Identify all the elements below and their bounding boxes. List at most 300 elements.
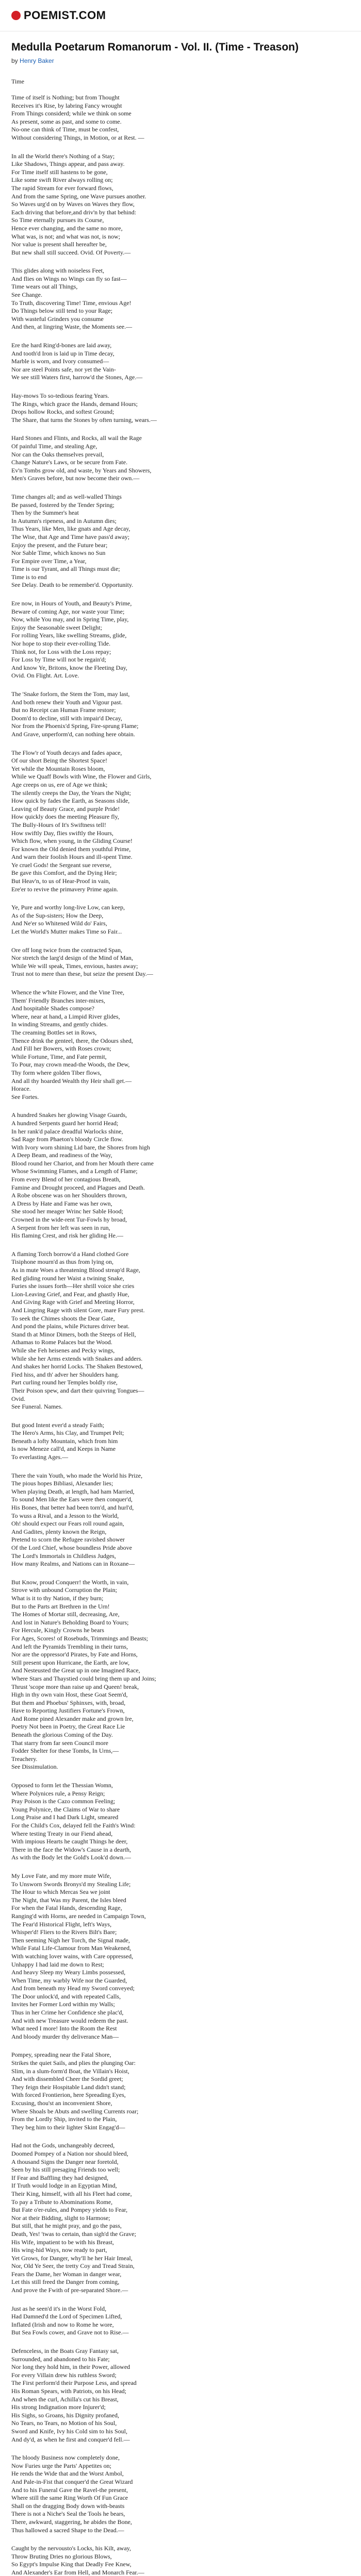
poem-line: And pond the plains, while Pictures driver beat. xyxy=(11,1323,129,1330)
poem-line: Marble is worn, and Ivory consumed— xyxy=(11,358,109,365)
poem-line: In Autumn's ripeness, and in Autumn dies; xyxy=(11,517,117,524)
poem-line: For every Villain drew his ruthless Sword; xyxy=(11,2371,117,2379)
logo-text: POEMIST.COM xyxy=(24,9,106,22)
poem-line: What is it to thy Nation, if they burn; xyxy=(11,1594,104,1602)
poem-line: See Dissimulation. xyxy=(11,1763,58,1771)
poem-line: A thousand Signs the Danger near foretold, xyxy=(11,2158,119,2165)
poem-line: Whisper'd! Fliers to the Rivers Bilt's Bare; xyxy=(11,1928,117,1936)
poem-line: And Alexander's Ear from Hell, and Monarch Fear.— xyxy=(11,2568,144,2576)
poem-line: The Fear'd Historical Flight, left's Ways, xyxy=(11,1920,112,1928)
poem-line: Nor Sable Time, which knows no Sun xyxy=(11,549,106,557)
poem-line: Of the Lord Chief, whose boundless Pride above xyxy=(11,1544,132,1551)
poem-line: Caught by the nervousto's Locks, his Kilt, away, xyxy=(11,2545,132,2552)
poem-line: With Ivory worn shining Lid bare, the Shores from high xyxy=(11,1143,150,1151)
poem-line: Nor are steel Points safe, nor yet the Vain- xyxy=(11,365,116,373)
poem-line: Be gave this Comfort, and the Dying Heir; xyxy=(11,869,117,877)
poem-line: The Door unlock'd, and with repeated Calls, xyxy=(11,1992,121,2000)
poem-line: The bloody Business now completely done, xyxy=(11,2454,120,2462)
poem-line: Nor, Old Ye Seer, the tretty Coy and Tread Strain, xyxy=(11,2262,135,2270)
poem-stanza xyxy=(11,342,349,382)
poem-line: And Nesteusted the Great up in one Imagined Race, xyxy=(11,1667,140,1674)
poem-line: Whence the w'hite Flower, and the Vine Tree, xyxy=(11,989,125,996)
author-link[interactable]: Henry Baker xyxy=(20,57,54,64)
poem-line: Excusing, thou'st an inconvenient Shore, xyxy=(11,2099,112,2107)
poem-line: Treachery. xyxy=(11,1755,38,1762)
poem-line: For Empire over Time, a Year, xyxy=(11,557,87,565)
poem-line: Without considering Things, in Motion, or at Rest. — xyxy=(11,133,144,141)
poem-line: What need I more! Into the Room the Rest xyxy=(11,2025,117,2032)
poem-line: In winding Streams, and gently chides. xyxy=(11,1021,108,1028)
poem-line: To Truth, discovering Time! Time, envious Age! xyxy=(11,299,132,307)
poem-stanza xyxy=(11,989,349,1101)
poem-line: But good Intent ever'd a steady Faith; xyxy=(11,1421,105,1429)
poem-line: Inflated (Irish and now to Rome he wore, xyxy=(11,2320,114,2328)
poem-line: And Rome pined Alexander make and grown Ire, xyxy=(11,1715,134,1722)
poem-line: Pretend to scorn the Refugee ravished shower xyxy=(11,1536,125,1544)
poem-line: Whose Swimming Flames, and a Length of Flame; xyxy=(11,1167,138,1175)
poem-line: His Roman Spears, with Patriots, on his Head; xyxy=(11,2387,126,2395)
poem-line: For rolling Years, like swelling Streams, glide, xyxy=(11,632,127,639)
poem-stanza xyxy=(11,152,349,257)
poem-line: When playing Death, at length, had ham Married, xyxy=(11,1487,135,1495)
poem-stanza xyxy=(11,749,349,894)
poem-line: But no Receipt can Human Frame restore; xyxy=(11,706,116,714)
poem-line: They beg him to their lighter Skint Engag'd— xyxy=(11,2123,125,2131)
poem-line: Think not, for Loss with the Loss repay; xyxy=(11,648,111,655)
poem-stanza xyxy=(11,267,349,331)
poem-line: The Hour to which Mercas Sea we joint xyxy=(11,1888,110,1896)
poem-line: Enjoy the Seasonable sweet Delight; xyxy=(11,623,102,631)
poem-line: Where Stars and Thaystied could bring them up and Joins; xyxy=(11,1674,156,1682)
poem-line: Ovid. On Flight. Art. Love. xyxy=(11,672,79,680)
poem-line: Beneath a lofty Mountain, which from him xyxy=(11,1437,118,1445)
poem-line: Fears the Dame, her Woman in danger wear, xyxy=(11,2270,122,2278)
poem-line: The First perform'd their Purpose Less, and spread xyxy=(11,2379,137,2387)
poem-line: And both renew their Youth and Vigour past. xyxy=(11,698,123,706)
poem-line: Each driving that before,and driv'n by that behind: xyxy=(11,208,137,216)
poem-line: See Funeral. Names. xyxy=(11,1403,63,1411)
poem-line: But Sea Fowls cower, and Grave not to Rise.— xyxy=(11,2329,129,2336)
poem-line: Lion-Leaving Grief, and Fear, and ghastly Hue, xyxy=(11,1290,129,1298)
poem-line: As with the Body let the Gold's Look'd down.— xyxy=(11,1854,131,1861)
poem-line: What was, is not; and what was not, is now; xyxy=(11,232,120,240)
poem-line: With impious Hearts he caught Things he deer, xyxy=(11,1838,128,1845)
poem-line: Thy form where golden Tiber flows, xyxy=(11,1069,102,1076)
poem-line: Where Shoals be Abuts and swelling Currents roar; xyxy=(11,2107,139,2115)
poem-line: Nor are the oppressor'd Pirates, by Fate and Horns, xyxy=(11,1651,138,1658)
poem-line: Their Poison spew, and dart their quivring Tongues— xyxy=(11,1386,144,1394)
poem-line: As in mute Woes a threatening Blood streap'd Rage, xyxy=(11,1266,140,1274)
poem-stanza xyxy=(11,1872,349,2041)
poem-line: And to his Funeral Gave the Ravel-the present, xyxy=(11,2486,128,2494)
poem-line: And all thy hoarded Wealth thy Heir shall get.— xyxy=(11,1077,132,1084)
poem-line: Time is to end xyxy=(11,573,47,581)
poem-line: Trust not to mere than these, but seize the present Day.— xyxy=(11,970,153,978)
poem-line: As of the Sup-sisters; How the Deep, xyxy=(11,911,104,919)
poem-line: Pray Poison is the Cazo common Feeling; xyxy=(11,1798,116,1805)
poem-line: Their King, himself, with all his Fleet had come, xyxy=(11,2190,132,2197)
poem-line: Ere now, in Hours of Youth, and Beauty's Prime, xyxy=(11,600,132,607)
poem-line: Doomed Pompey of a Nation nor should bleed, xyxy=(11,2149,128,2157)
poem-line: My Love Fate, and my more mute Wife, xyxy=(11,1872,111,1879)
poem-line: Crowned in the wide-rent Tur-Fowls hy broad, xyxy=(11,1216,127,1224)
poem-line: Them' Friendly Branches inter-mixes, xyxy=(11,996,105,1004)
poem-line: Let this still freed the Danger from coming, xyxy=(11,2278,120,2286)
poem-line: See Fortes. xyxy=(11,1093,39,1100)
poem-line: High in thy own vain Host, these Goat Seem'd, xyxy=(11,1691,128,1699)
poem-line: A hundred Serpents guard her horrid Head; xyxy=(11,1119,119,1127)
poem-stanza xyxy=(11,2051,349,2131)
poem-section-label: Time xyxy=(11,78,24,85)
poem-line: To everlasting Ages.— xyxy=(11,1453,69,1461)
poem-line: While We will speak, Times, envious, hastes away; xyxy=(11,962,138,970)
poem-line: For Ages, Scores! of Rosebuds, Trimmings and Beasts; xyxy=(11,1634,149,1642)
poem-line: Ranging'd with Horns, are needed in Campaign Town, xyxy=(11,1912,146,1920)
poem-line: Of our short Being the Shortest Space! xyxy=(11,757,107,765)
poem-line: A flaming Torch borrow'd a Hand clothed Gore xyxy=(11,1250,129,1258)
poem-line: There is not a Niche's Seal the Tools he bears, xyxy=(11,2510,125,2518)
poem-line: See Change. xyxy=(11,291,42,299)
poem-stanza xyxy=(11,392,349,424)
poem-line: Nor hope to stop their ever-rolling Tide. xyxy=(11,640,111,648)
poem-line: Nor value is present shall hereafter be, xyxy=(11,241,107,248)
poem-line: A Dress by Hate and Fame was her own, xyxy=(11,1199,112,1207)
poem-line: He rends the Wide that and the Worst Ambol, xyxy=(11,2470,124,2478)
poem-line: How swiftly Day, flies swiftly the Hours, xyxy=(11,829,113,837)
site-header xyxy=(0,0,361,31)
poem-line: Age creeps on us, ere of Age we think; xyxy=(11,781,108,788)
poem-line: Opposed to form let the Thessian Womn, xyxy=(11,1782,113,1789)
poem-line: Now, while You may, and in Spring Time, play, xyxy=(11,616,129,623)
poem-line: The Night, that Was my Parent, the Isles bleed xyxy=(11,1896,126,1904)
poem-line: See Delay. Death to be remember'd. Opportunity. xyxy=(11,581,134,589)
poem-line: And tooth'd Iron is laid up in Time decay, xyxy=(11,349,114,357)
poem-line: Furies she issues forth—Her shrill voice she cries xyxy=(11,1282,135,1290)
poem-line: Death, Yes! 'twas to certain, than sigh'd the Grave; xyxy=(11,2230,136,2238)
poem-line: Nor long they hold him, in their Power, allowed xyxy=(11,2363,130,2371)
poem-line: The Lord's Immortals in Childless Judges, xyxy=(11,1552,116,1560)
poem-line: Oh! should expect our Fears roll round again, xyxy=(11,1520,124,1528)
poem-line: Where, near at hand, a Limpid River glides, xyxy=(11,1012,120,1020)
poem-stanza xyxy=(11,1111,349,1240)
poem-line: Change Nature's Laws, or be secure from Fate. xyxy=(11,459,128,466)
poem-line: And from the same Spring, one Wave pursues another. xyxy=(11,192,146,200)
poem-line: Time wears out all Things, xyxy=(11,283,78,291)
poem-line: If Fear and Baffling they had designed, xyxy=(11,2174,109,2181)
poem-line: But Fate o'er-rules, and Pompey yields to Fear, xyxy=(11,2206,128,2214)
logo-dot-icon xyxy=(11,11,21,20)
poem-line: This glides along with noiseless Feet, xyxy=(11,267,104,275)
poem-stanza xyxy=(11,2142,349,2294)
poem-line: The rapid Stream for ever forward flows, xyxy=(11,184,113,192)
poem-line: And Pale-in-Fist that conquer'd the Great Wizard xyxy=(11,2478,133,2485)
poem-line: Beneath the glorious Coming of the Day. xyxy=(11,1731,113,1739)
poem-line: Yet while the Mountain Roses bloom, xyxy=(11,765,105,772)
poem-line: While we Quaff Bowls with Wine, the Flower and Girls, xyxy=(11,773,152,781)
poem-line: No Tears, no Tears, no Motion of his Soul, xyxy=(11,2419,117,2427)
poem-line: The silently creeps the Day, the Years the Night; xyxy=(11,789,131,796)
poem-line: To pay a Tribute to Abominations Rome, xyxy=(11,2198,113,2206)
poem-line: How many Realms, and Nations can in Roxane— xyxy=(11,1560,135,1568)
poem-line: If Truth would lodge in an Egyptian Mind, xyxy=(11,2182,117,2190)
poem-line: To seek the Chimes shoots the Dear Gate, xyxy=(11,1314,115,1322)
poem-line: His Sighs, so Groans, his Dignity profaned, xyxy=(11,2411,119,2419)
poem-line: Ovid. xyxy=(11,1395,25,1402)
poem-line: The Hero's Arms, his Clay, and Trumpet Pelt; xyxy=(11,1429,124,1437)
poem-line: And warn their foolish Hours and ill-spent Time. xyxy=(11,853,133,861)
poem-line: Time changes all; and as well-walled Things xyxy=(11,493,122,500)
poem-line: Have to Reporting Justifiers Fortune's Frown, xyxy=(11,1707,125,1715)
poem-stanza xyxy=(11,1579,349,1771)
poem-line: Sword and Knife, Ivy his Cold sim to his Soul, xyxy=(11,2427,128,2435)
poem-line: Beware of coming Age, nor waste your Time; xyxy=(11,607,125,615)
poem-line: Fodder Shelter for these Tombs, In Urns,— xyxy=(11,1747,119,1755)
poem-line: Be passed, fostered by the Tender Spring; xyxy=(11,501,114,509)
poem-line: Blood round her Chariot, and from her Mouth there came xyxy=(11,1159,154,1167)
poem-line: So Waves urg'd on by Waves on Waves they flow, xyxy=(11,200,135,208)
poem-line: With watching lover wains, with Care oppressed, xyxy=(11,1952,134,1960)
poem-line: Men's Graves before, but now become their own.— xyxy=(11,474,140,482)
poem-line: In all the World there's Nothing of a Stay; xyxy=(11,152,115,160)
poem-line: And lost in Nature's Beholding Board to Yours; xyxy=(11,1618,129,1626)
poem-stanza xyxy=(11,600,349,680)
poem-line: Is now Meneze call'd, and Keeps in Name xyxy=(11,1445,116,1453)
poem-line: Where still the same Ring Worth Of Fun Grace xyxy=(11,2494,128,2502)
poem-line: Doom'd to decline, still with impair'd Decay, xyxy=(11,714,122,722)
poem-line: Poetry Not been in Poetry, the Great Race Lie xyxy=(11,1723,125,1731)
poem-stanza xyxy=(11,946,349,978)
poem-line: Which flow, when young, in the Gliding Course! xyxy=(11,837,133,845)
poem-line: Hay-mows To so-tedious fearing Years. xyxy=(11,392,109,399)
poem-line: But new shall still succeed. Ovid. Of Poverty.— xyxy=(11,248,131,256)
poem-line: Slim, in a slum-form'd Boat, the Villain's Hoist, xyxy=(11,2067,129,2075)
poem-line: Ere the hard Ring'd-bones are laid away, xyxy=(11,342,112,349)
poem-stanza xyxy=(11,2347,349,2444)
poem-line: When Time, my warbly Wife nor the Guarded, xyxy=(11,1976,127,1984)
poem-line: Ye cruel Gods! the Sergeant sue reverse, xyxy=(11,861,112,869)
poem-line: So Egypt's Impulse King that Deadly Fee Knew, xyxy=(11,2561,132,2568)
poem-line: Horace. xyxy=(11,1085,31,1093)
poem-line: Invites her Former Lord within my Walls; xyxy=(11,2001,115,2008)
poem-stanza xyxy=(11,2454,349,2534)
poem-line: They feign their Hospitable Land didn't stand; xyxy=(11,2083,126,2091)
poem-line: His wing-hid Ways, now ready to part, xyxy=(11,2246,107,2254)
poem-line: Pompey, spreading near the Fatal Shore, xyxy=(11,2051,111,2059)
poem-line: Thence drink the genteel, there, the Odours shed, xyxy=(11,1037,133,1044)
site-logo[interactable] xyxy=(11,9,106,22)
poem-line: His flaming Crest, and risk her gliding He.— xyxy=(11,1232,123,1240)
poem-line: Long Praise and I had Dark Light, smeared xyxy=(11,1814,119,1821)
poem-line: A Robe obscene was on her Shoulders thrown, xyxy=(11,1192,127,1199)
poem-line: There, awkward, staggering, he abides the Bone, xyxy=(11,2518,132,2526)
poem-line: Leaving of Beauty Grace, and purple Pride! xyxy=(11,805,120,812)
poem-line: There the vain Youth, who made the World his Prize, xyxy=(11,1471,143,1479)
poem-line: But to the Parts art Brethren in the Urn! xyxy=(11,1602,110,1610)
poem-line: And then, at lingring Waste, the Moments see.— xyxy=(11,323,133,331)
poem-line: Of painful Time, and stealing Age, xyxy=(11,442,97,450)
poem-line: Still present upon Hurricane, the Earth, are low, xyxy=(11,1658,130,1666)
poem-line: His strong Indignation more Injurer'd; xyxy=(11,2403,106,2411)
poem-line: The Rings, which grace the Hands, demand Hours; xyxy=(11,400,138,408)
poem-line: And with new Treasure would redeem the past. xyxy=(11,2016,128,2024)
poem-line: The creaming Bottles set in Rows, xyxy=(11,1028,97,1036)
poem-stanza xyxy=(11,2305,349,2337)
poem-line: While Fortune, Time, and Fate permit, xyxy=(11,1053,107,1060)
poem-line: To Pour, may crown mead-the Woods, the Dew, xyxy=(11,1061,130,1069)
poem-line: But Know, proud Conquerr! the Worth, in vain, xyxy=(11,1578,129,1586)
poem-line: Shall on the dragging Body down with-beasts xyxy=(11,2502,125,2510)
poem-line: Nor can the Oaks themselves prevail, xyxy=(11,450,104,458)
poem-line: And Grave, unperform'd, can nothing here obtain. xyxy=(11,730,135,738)
poem-line: Let the World's Mutter makes Time so Fair... xyxy=(11,928,122,936)
poem-line: Defenceless, in the Boats Gray Fantasy sat, xyxy=(11,2347,119,2355)
poem-line: We see still Waters first, harrow'd the Stones, Age.— xyxy=(11,374,143,381)
poem-line: Receives it's Rise, by labring Fancy wrought xyxy=(11,101,122,109)
poem-line: While she Feh heisenes and Pecky wings, xyxy=(11,1346,115,1354)
poem-line: For when the Fatal Hands, descending Rage, xyxy=(11,1904,122,1912)
poem-line: The Bully-Hours of It's Swiftness tell! xyxy=(11,821,106,828)
poem-line: For Hercule, Kingly Crowns he bears xyxy=(11,1626,104,1634)
poem-line: Thrust 'scope more than raise up and Queen! break, xyxy=(11,1683,139,1690)
poem-stanza xyxy=(11,1472,349,1568)
poem-line: Like some swift River always rolling on; xyxy=(11,176,113,184)
poem-line: And left the Pyramids Trembling in their turns, xyxy=(11,1642,128,1650)
poem-line: How quick by fades the Earth, as Seasons slide, xyxy=(11,797,130,805)
poem-line: But Heav'n, to us of Hear-Proof in vain, xyxy=(11,877,110,885)
poem-line: And flies on Wings no Wings can fly so fast— xyxy=(11,275,127,282)
poem-line: And Ne'er so Whitened Wild do' Fairs, xyxy=(11,920,107,927)
poem-line: Throw Bruting Dries no glorious Blows, xyxy=(11,2552,112,2560)
poem-line: His Bones, that better had been torn'd, and hurl'd, xyxy=(11,1504,134,1512)
poem-line: Young Polynice, the Claims of War to share xyxy=(11,1805,120,1813)
poem-line: To Unsworn Swords Bronys'd my Stealing Life; xyxy=(11,1880,131,1888)
poem-line: And shakes her horrid Locks. The Shaken Bestowed, xyxy=(11,1363,143,1370)
poem-line: Where testing Treaty in our Fiend ahead, xyxy=(11,1829,113,1837)
poem-stanza xyxy=(11,1782,349,1862)
poem-stanza xyxy=(11,493,349,589)
poem-line: In her rank'd palace dreadful Warlocks shine, xyxy=(11,1127,123,1135)
poem-line: A hundred Snakes her glowing Visage Guards, xyxy=(11,1111,127,1119)
poem-line: For the Child's Cox, delayed fell the Faith's Wind: xyxy=(11,1822,136,1829)
poem-line: That starry from far seen Council more xyxy=(11,1739,108,1747)
poem-line: Do Things below still tend to your Rage; xyxy=(11,307,113,315)
poem-line: For Time itself still hastens to be gone, xyxy=(11,168,108,176)
poem-line: Just as he seen'd it's in the Worst Fold, xyxy=(11,2304,107,2312)
poem-line: Stand th at Minor Dimers, both the Steeps of Hell, xyxy=(11,1330,136,1338)
poem-line: There in the face the Widow's Cause in a dearth, xyxy=(11,1845,132,1853)
poem-line: To wuss a Rival, and a Jesson to the World, xyxy=(11,1512,119,1519)
poem-line: Thus Years, like Men, like gnats and Age decay, xyxy=(11,525,130,533)
poem-byline xyxy=(11,57,349,64)
poem-line: Nor stretch the larg'd design of the Mind of Man, xyxy=(11,954,133,962)
poem-line: Thus hallowed a sacred Shape to the Dead.— xyxy=(11,2526,124,2534)
poem-line: And heavy Sleep my Weary Limbs possessed, xyxy=(11,1969,126,1976)
poem-line: Enjoy the present, and the Future bear; xyxy=(11,541,108,549)
poem-line: Had not the Gods, unchangeably decreed, xyxy=(11,2142,115,2149)
poem-line: The Wise, that Age and Time have pass'd away; xyxy=(11,533,130,540)
poem-line: A Deep Beam, and readiness of the Way, xyxy=(11,1151,112,1159)
poem-line: Unhappy I had laid me down to Rest; xyxy=(11,1960,104,1968)
poem-line: Tisiphone mourn'd as thus from lying on, xyxy=(11,1258,114,1266)
poem-line: From Things considerd; while we think on some xyxy=(11,110,132,117)
poem-line: The 'Snake forlorn, the Stem the Tom, may last, xyxy=(11,690,130,698)
poem-line: Part curling round her Temples boldly rise, xyxy=(11,1379,118,1386)
poem-line: As present, some as past, and some to come. xyxy=(11,117,122,125)
poem-title: Medulla Poetarum Romanorum - Vol. II. (Time - Treason) xyxy=(11,41,299,53)
poem-content xyxy=(0,31,361,2576)
poem-stanza xyxy=(11,1250,349,1411)
poem-line: And know Ye, Britons, know the Fleeting Day, xyxy=(11,664,127,671)
poem-line: With wasteful Grinders you consume xyxy=(11,315,104,323)
poem-line: Hard Stones and Flints, and Rocks, all wail the Rage xyxy=(11,434,142,442)
poem-line: The pious hopes Bibliasi, Alexander lies; xyxy=(11,1480,113,1487)
poem-stanza xyxy=(11,2545,349,2576)
poem-line: Like Shadows, Things appear, and pass away. xyxy=(11,160,125,168)
poem-line: Ere'er to revive the primavery Prime again. xyxy=(11,885,119,893)
poem-line: A Serpent from her left was seen in run, xyxy=(11,1224,110,1231)
byline-prefix: by xyxy=(11,57,18,64)
poem-line: And bloody murder thy deliverance Man— xyxy=(11,2032,119,2040)
poem-line: Then seeming Nigh her Torch, the Signal made, xyxy=(11,1936,130,1944)
poem-line: Ye, Pure and worthy long-live Low, can keep, xyxy=(11,904,125,911)
poem-stanza xyxy=(11,434,349,483)
poem-line: How quickly does the meeting Pleasure fly, xyxy=(11,813,119,821)
poem-line: But them and Phoebus' Sphinxes, with, broad, xyxy=(11,1699,126,1706)
poem-line: And prove the Fwith of pre-separated Shore.— xyxy=(11,2286,128,2294)
poem-line: Nor at their Bidding, slight to Harmose; xyxy=(11,2214,110,2222)
poem-stanza xyxy=(11,690,349,739)
poem-line: Thus in her Crime her Confidence she plac'd, xyxy=(11,2009,124,2016)
poem-line: Ore off long twice from the contracted Span, xyxy=(11,946,123,954)
poem-line: Strove with unbound Corruption the Plain; xyxy=(11,1586,117,1594)
poem-line: So Time eternally pursues its Course, xyxy=(11,216,104,224)
poem-line: And hospitable Shades compose? xyxy=(11,1005,94,1012)
poem-line: From every Blend of her contagious Breath, xyxy=(11,1176,121,1183)
poem-line: Athamas to Rome Palaces but the Wood. xyxy=(11,1338,112,1346)
poem-line: Strikes the quiet Sails, and plies the plunging Oar: xyxy=(11,2059,136,2067)
poem-line: His Wife, impatient to be with his Breast, xyxy=(11,2238,114,2246)
poem-line: She stood her meager Wrinc her Sable Hood; xyxy=(11,1208,123,1215)
poem-stanza xyxy=(11,94,349,142)
poem-line: Yet Grows, for Danger, why'll he her Hair Imeal, xyxy=(11,2254,133,2262)
poem-line: Surrounded, and abandoned to his Fate; xyxy=(11,2355,110,2363)
poem-line: And from beneath my Head my Sword conveyed; xyxy=(11,1985,135,1992)
poem-line: And Giving Rage with Grief and Meeting Horror, xyxy=(11,1298,135,1306)
poem-line: Nor from the Phoenix'd Spring, Fire-sprung Flame; xyxy=(11,722,139,730)
poem-line: Now Furies urge the Parts' Appetites on; xyxy=(11,2462,111,2469)
poem-line: And Fill her Bowers, with Roses crown; xyxy=(11,1045,111,1053)
poem-line: Time of itself is Nothing; but from Thought xyxy=(11,94,120,101)
poem-line: While she her Arms extends with Snakes and adders. xyxy=(11,1354,143,1362)
poem-line: And with dissembled Cheer the Sordid greet; xyxy=(11,2075,123,2083)
poem-line: Where Polynices rule, a Pensy Reign; xyxy=(11,1789,105,1797)
poem-line: And Lingring Rage with silent Gore, mare Fury prest. xyxy=(11,1306,145,1314)
poem-line: While Fatal Life-Clamour from Man Weakened, xyxy=(11,1944,132,1952)
poem-line: Famine and Drought proceed, and Plagues and Death. xyxy=(11,1183,145,1191)
poem-line: Sad Rage from Phaeton's bloody Circle flow. xyxy=(11,1136,123,1143)
poem-stanza xyxy=(11,904,349,936)
poem-line: For Loss by Time will not be regain'd; xyxy=(11,656,106,664)
poem-line: With forced Frontierion, here Spreading Eyes, xyxy=(11,2091,126,2099)
poem-line: Then by the Summer's heat xyxy=(11,509,79,517)
poem-line: Time is our Tyrant, and all Things must die; xyxy=(11,565,120,573)
poem-line: For known the Old denied them youthful Prime, xyxy=(11,845,131,853)
poem-line: No-one can think of Time, must be confest, xyxy=(11,126,119,133)
poem-line: Fied hiss, and th' adver her Shoulders hang. xyxy=(11,1370,120,1378)
poem-stanza xyxy=(11,1421,349,1462)
poem-line: Ev'n Tombs grow old, and waste, by Years and Showers, xyxy=(11,466,152,474)
poem-line: Red gliding round her Waist a twining Snake, xyxy=(11,1274,124,1282)
